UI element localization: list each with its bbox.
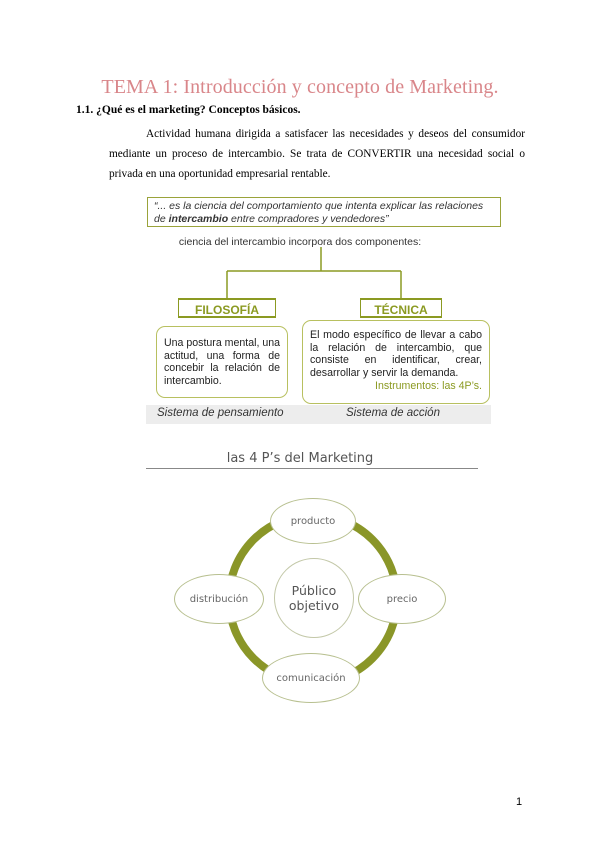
components-subtitle: ciencia del intercambio incorpora dos componentes: xyxy=(178,236,422,248)
filosofia-label: FILOSOFÍA xyxy=(178,298,276,318)
quote-text-bold: intercambio xyxy=(168,213,229,225)
page-number: 1 xyxy=(516,796,523,808)
tecnica-label: TÉCNICA xyxy=(360,298,442,318)
quote-text-pre: “... es la ciencia del comportamiento que intenta explicar las relaciones de xyxy=(154,200,484,225)
section-heading: 1.1. ¿Qué es el marketing? Conceptos básicos. xyxy=(76,104,301,116)
center-line2: objetivo xyxy=(288,598,340,613)
node-distribucion xyxy=(174,574,264,624)
four-ps-title: las 4 P’s del Marketing xyxy=(226,451,374,466)
quote-text-post: entre compradores y vendedores” xyxy=(228,213,389,225)
node-comunicacion-label: comunicación xyxy=(276,672,346,684)
sistema-accion: Sistema de acción xyxy=(346,407,440,419)
sistema-pensamiento: Sistema de pensamiento xyxy=(157,407,284,419)
node-precio xyxy=(358,574,446,624)
node-publico-objetivo xyxy=(274,558,354,638)
tecnica-description-text: El modo específico de llevar a cabo la relación de intercambio, que consiste en identificar, crear, desarrollar y servir la demanda. xyxy=(310,329,482,379)
node-producto-label: producto xyxy=(290,515,336,527)
node-distribucion-label: distribución xyxy=(189,593,249,605)
filosofia-description-text: Una postura mental, una actitud, una forma de concebir la relación de intercambio. xyxy=(164,337,281,387)
node-comunicacion xyxy=(262,653,360,703)
node-producto xyxy=(270,498,356,544)
center-line1: Público xyxy=(291,583,337,598)
node-precio-label: precio xyxy=(386,593,418,605)
tecnica-instruments: Instrumentos: las 4P’s. xyxy=(375,380,482,392)
definition-paragraph: Actividad humana dirigida a satisfacer las necesidades y deseos del consumidor mediante un proceso de intercambio. Se trata de CONVERTIR una necesidad social o privada en una oportunidad empresarial rentable. xyxy=(109,128,525,180)
document-title: TEMA 1: Introducción y concepto de Marketing. xyxy=(101,76,499,98)
